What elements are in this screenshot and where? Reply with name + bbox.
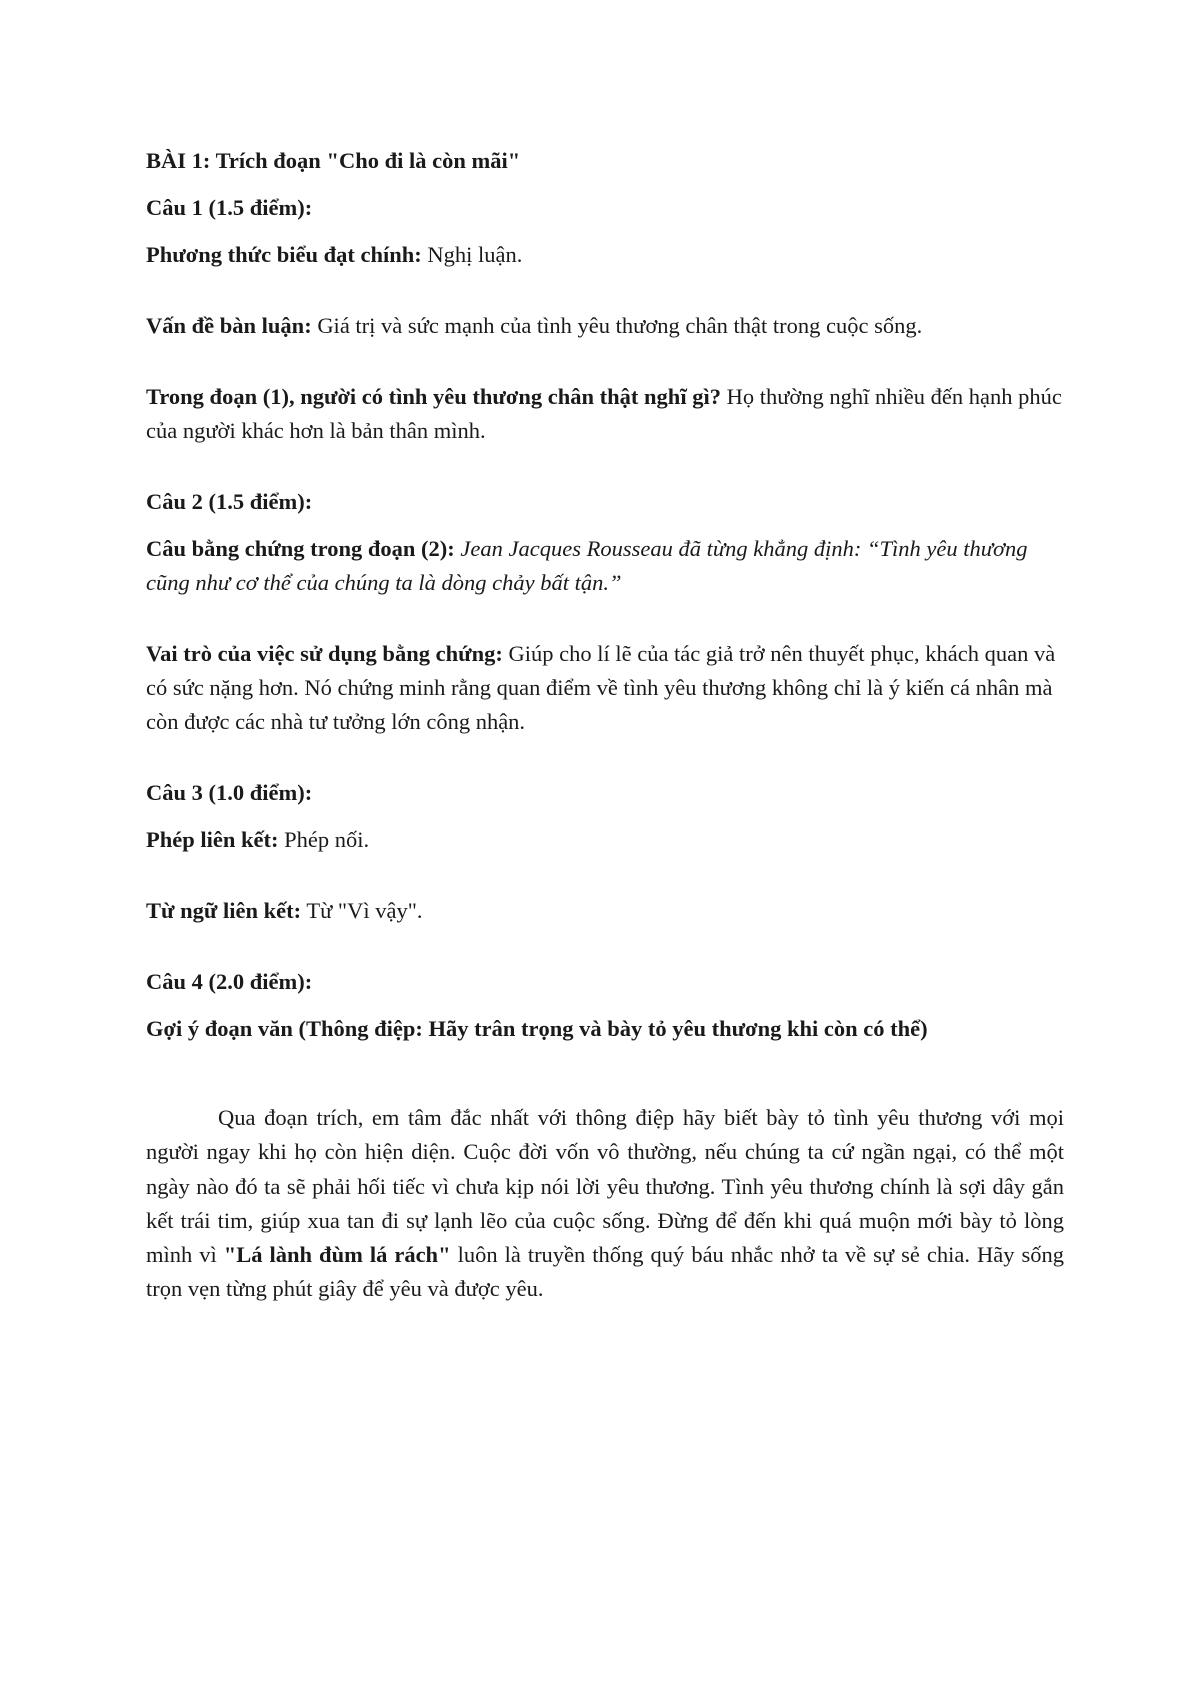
q2-answer-evidence [146, 532, 1064, 600]
answer-quote: Jean Jacques Rousseau đã từng khẳng định: “Tình yêu thương cũng như cơ thể của chúng ta là dòng chảy bất tận.” [146, 536, 1028, 595]
answer-text: Họ thường nghĩ nhiều đến hạnh phúc của người khác hơn là bản thân mình. [146, 384, 1062, 443]
answer-text: Giúp cho lí lẽ của tác giả trở nên thuyết phục, khách quan và có sức nặng hơn. Nó chứng minh rằng quan điểm về tình yêu thương không chỉ là ý kiến cá nhân mà còn được các nhà tư tưởng lớn công nhận. [146, 641, 1056, 734]
q1-answer-thought [146, 380, 1064, 448]
answer-label: Câu bằng chứng trong đoạn (2): [146, 536, 455, 561]
paragraph-text: luôn là truyền thống quý báu nhắc nhở ta về sự sẻ chia. Hãy sống trọn vẹn từng phút giây để yêu và được yêu. [146, 1242, 1064, 1302]
document-page [146, 144, 1064, 1307]
answer-text: Nghị luận. [421, 242, 523, 267]
q4-essay-paragraph [146, 1101, 1064, 1307]
answer-text: Giá trị và sức mạnh của tình yêu thương chân thật trong cuộc sống. [311, 313, 923, 338]
q1-answer-issue [146, 309, 1064, 343]
answer-label: Phép liên kết: [146, 827, 279, 852]
answer-label: Vấn đề bàn luận: [146, 313, 312, 338]
question-3-heading: Câu 3 (1.0 điểm): [146, 780, 313, 805]
answer-label: Từ ngữ liên kết: [146, 898, 302, 923]
answer-label: Phương thức biểu đạt chính: [146, 242, 422, 267]
question-1-heading: Câu 1 (1.5 điểm): [146, 195, 313, 220]
q1-answer-mode [146, 238, 1064, 272]
q3-answer-device [146, 823, 1064, 857]
q2-answer-role [146, 637, 1064, 739]
q3-answer-words [146, 894, 1064, 928]
question-4-heading: Câu 4 (2.0 điểm): [146, 969, 313, 994]
answer-text: Từ "Vì vậy". [301, 898, 423, 923]
document-title: BÀI 1: Trích đoạn "Cho đi là còn mãi" [146, 148, 521, 173]
answer-text: Phép nối. [278, 827, 370, 852]
paragraph-text: Qua đoạn trích, em tâm đắc nhất với thông điệp hãy biết bày tỏ tình yêu thương với mọi người ngay khi họ còn hiện diện. Cuộc đời vốn vô thường, nếu chúng ta cứ ngần ngại, có thể một ngày nào đó ta sẽ phải hối tiếc vì chưa kịp nói lời yêu thương. Tình yêu thương chính là sợi dây gắn kết trái tim, giúp xua tan đi sự lạnh lẽo của cuộc sống. Đừng để đến khi quá muộn mới bày tỏ lòng mình vì [146, 1105, 1064, 1268]
question-2-heading: Câu 2 (1.5 điểm): [146, 489, 313, 514]
paragraph-proverb: "Lá lành đùm lá rách" [223, 1242, 451, 1268]
answer-label: Vai trò của việc sử dụng bằng chứng: [146, 641, 503, 666]
q4-subheading: Gợi ý đoạn văn (Thông điệp: Hãy trân trọng và bày tỏ yêu thương khi còn có thể) [146, 1016, 928, 1041]
answer-label: Trong đoạn (1), người có tình yêu thương chân thật nghĩ gì? [146, 384, 721, 409]
